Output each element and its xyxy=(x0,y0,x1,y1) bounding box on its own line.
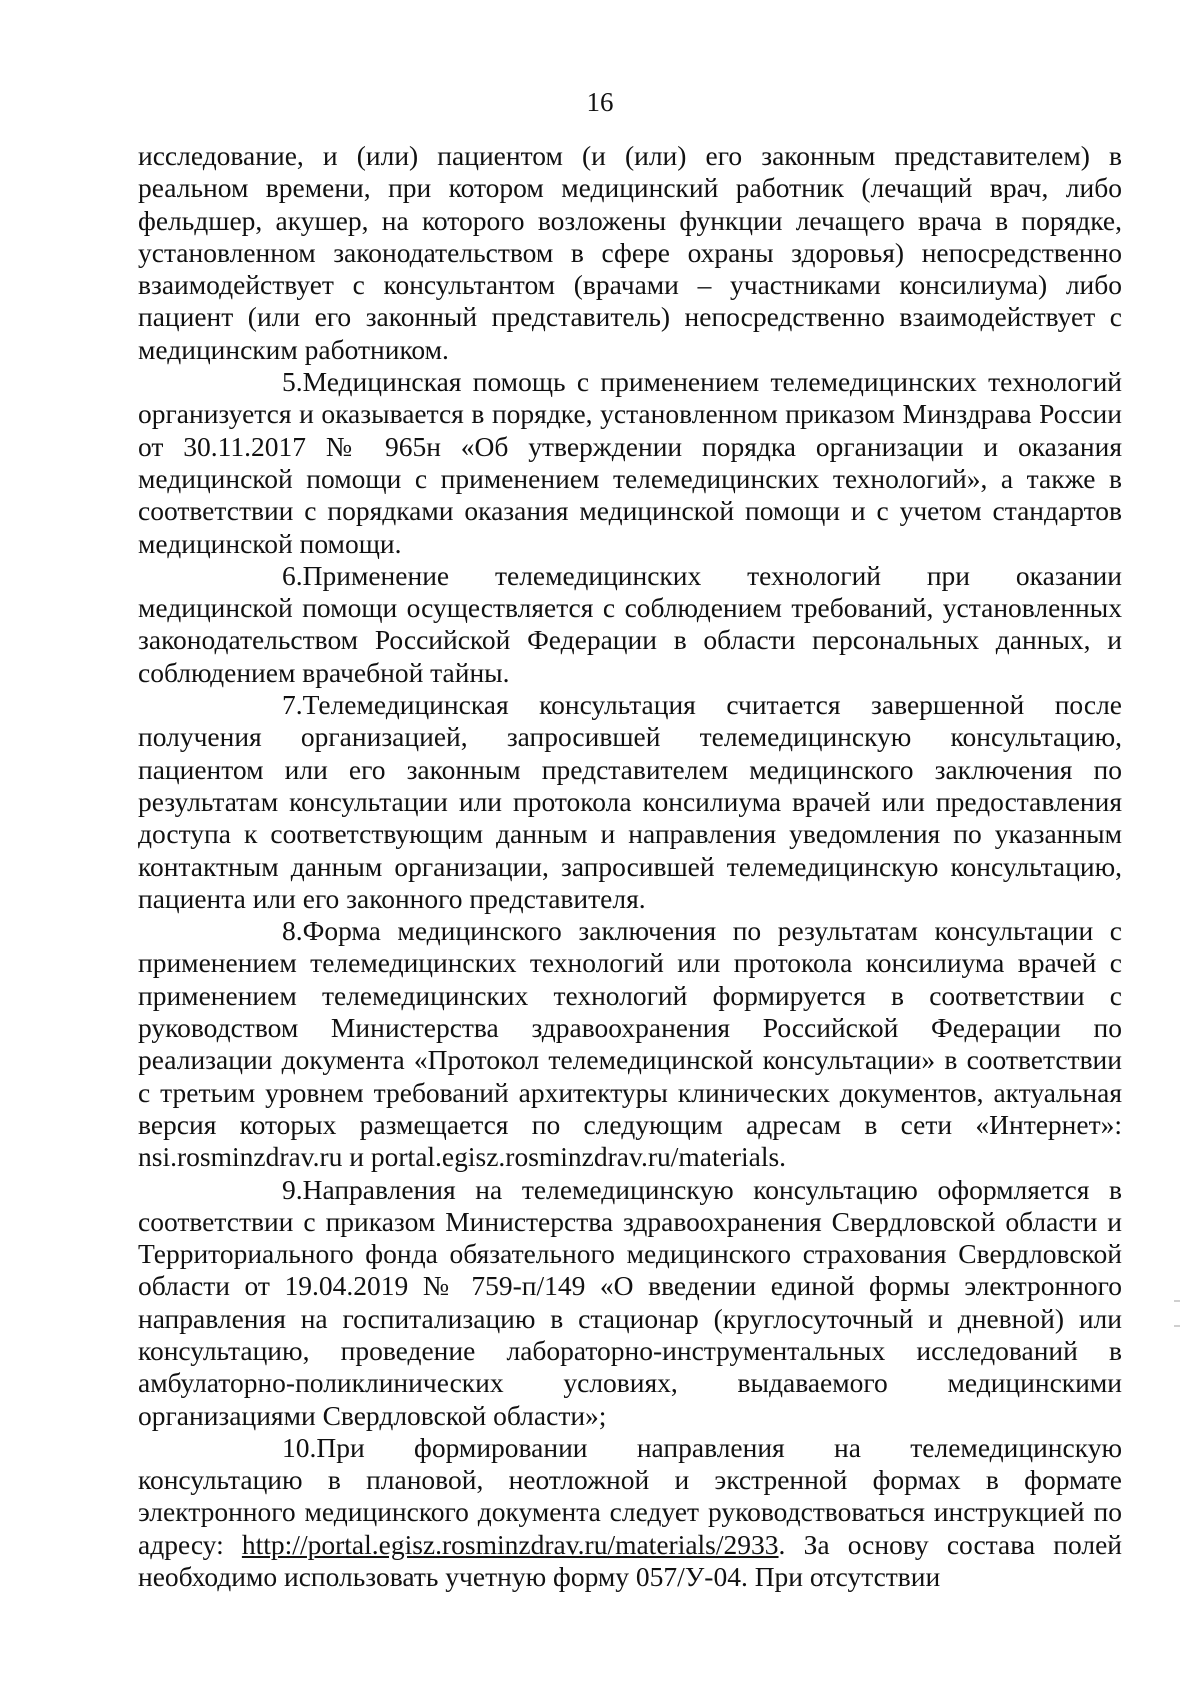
item-text-continued: . За основу состава полей необходимо использовать учетную форму 057/У-04. При отсутствии xyxy=(138,1528,1122,1593)
scan-artifact xyxy=(1174,1300,1180,1302)
item-text: При формировании направления на телемедицинскую консультацию в плановой, неотложной и экстренной формах в формате электронного медицинского документа следует руководствоваться инструкцией по адресу: xyxy=(138,1431,1122,1560)
item-number: 8. xyxy=(282,915,303,947)
item-number: 5. xyxy=(282,366,303,398)
item-number: 9. xyxy=(282,1173,303,1205)
page-number: 16 xyxy=(586,87,614,117)
item-5-paragraph xyxy=(138,366,1122,560)
item-number: 6. xyxy=(282,559,303,591)
item-number: 10. xyxy=(282,1431,317,1463)
item-text: Телемедицинская консультация считается завершенной после получения организацией, запросившей телемедицинскую консультацию, пациентом или его законным представителем медицинского заключения по результатам консультации или протокола консилиума врачей или предоставления доступа к соответствующим данным и направления уведомления по указанным контактным данным организации, запросившей телемедицинскую консультацию, пациента или его законного представителя. xyxy=(138,689,1122,914)
item-9-paragraph xyxy=(138,1174,1122,1432)
scan-artifact xyxy=(1174,1325,1180,1327)
item-text: Медицинская помощь с применением телемедицинских технологий организуется и оказывается в порядке, установленном приказом Минздрава России от 30.11.2017 № 965н «Об утверждении порядка организации и оказания медицинской помощи с применением телемедицинских технологий», а также в соответствии с порядками оказания медицинской помощи и с учетом стандартов медицинской помощи. xyxy=(138,366,1122,559)
item-text: Форма медицинского заключения по результатам консультации с применением телемедицинских технологий или протокола консилиума врачей с применением телемедицинских технологий формируется в соответствии с руководством Министерства здравоохранения Российской Федерации по реализации документа «Протокол телемедицинской консультации» в соответствии с третьим уровнем требований архитектуры клинических документов, актуальная версия которых размещается по следующим адресам в сети «Интернет»: nsi.rosminzdrav.ru и portal.egisz.rosminzdrav.ru/materials. xyxy=(138,915,1122,1173)
item-7-paragraph xyxy=(138,689,1122,915)
item-text: Направления на телемедицинскую консультацию оформляется в соответствии с приказом Министерства здравоохранения Свердловской области и Территориального фонда обязательного медицинского страхования Свердловской области от 19.04.2019 № 759-п/149 «О введении единой формы электронного направления на госпитализацию в стационар (круглосуточный и дневной) или консультацию, проведение лабораторно-инструментальных исследований в амбулаторно-поликлинических условиях, выдаваемого медицинскими организациями Свердловской области»; xyxy=(138,1173,1122,1431)
intro-paragraph: исследование, и (или) пациентом (и (или) его законным представителем) в реальном времени, при котором медицинский работник (лечащий врач, либо фельдшер, акушер, на которого возложены функции лечащего врача в порядке, установленном законодательством в сфере охраны здоровья) непосредственно взаимодействует с консультантом (врачами – участниками консилиума) либо пациент (или его законный представитель) непосредственно взаимодействует с медицинским работником. xyxy=(138,140,1122,365)
instruction-link[interactable]: http://portal.egisz.rosminzdrav.ru/materials/2933 xyxy=(241,1528,779,1560)
item-number: 7. xyxy=(282,689,303,721)
item-10-paragraph xyxy=(138,1432,1122,1593)
item-text: Применение телемедицинских технологий при оказании медицинской помощи осуществляется с соблюдением требований, установленных законодательством Российской Федерации в области персональных данных, и соблюдением врачебной тайны. xyxy=(138,559,1122,688)
item-6-paragraph xyxy=(138,560,1122,689)
item-8-paragraph xyxy=(138,915,1122,1173)
document-body xyxy=(138,140,1122,1593)
